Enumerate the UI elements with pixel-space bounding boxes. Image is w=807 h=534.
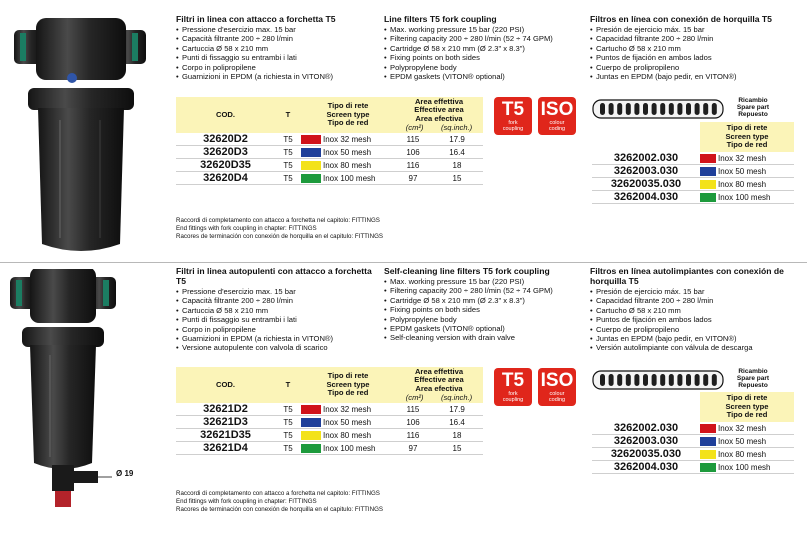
description-spanish xyxy=(590,14,804,81)
bullet: • Guarnizioni in EPDM (a richiesta in VITON®) xyxy=(176,72,376,81)
area-sq: 15 xyxy=(431,172,483,185)
cartridge-ridge xyxy=(626,374,631,386)
note-line: End fittings with fork coupling in chapter: FITTINGS xyxy=(176,225,317,233)
coupling-type: T5 xyxy=(275,442,301,455)
badge-subtext: coupling xyxy=(502,397,524,403)
table-row xyxy=(592,422,794,435)
spare-code: 3262003.030 xyxy=(592,435,700,448)
mesh-type: Inox 32 mesh xyxy=(716,152,794,165)
table-header-row xyxy=(592,392,794,422)
badge-subtext: coupling xyxy=(502,126,524,132)
spare-label-line: Spare part xyxy=(736,104,770,111)
spare-label-line: Ricambio xyxy=(738,368,768,375)
header-line: Screen type xyxy=(326,379,370,389)
spare-code: 3262002.030 xyxy=(592,422,700,435)
header-empty xyxy=(592,122,700,152)
bullet: • Presión de ejercicio máx. 15 bar xyxy=(590,25,804,34)
header-line: Tipo de red xyxy=(726,410,768,420)
header-effective-area xyxy=(395,97,483,133)
table-row xyxy=(592,191,794,204)
mesh-type: Inox 50 mesh xyxy=(716,435,794,448)
header-line: Effective area xyxy=(414,375,464,385)
header-cod: COD. xyxy=(176,367,275,403)
title-english: Self-cleaning line filters T5 fork coupling xyxy=(384,266,550,276)
bullet: • Punti di fissaggio su entrambi i lati xyxy=(176,53,376,62)
mesh-type: Inox 32 mesh xyxy=(321,403,395,416)
bullet: • Presión de ejercicio máx. 15 bar xyxy=(590,287,804,296)
bullet: • Guarnizioni in EPDM (a richiesta in VITON®) xyxy=(176,334,376,343)
area-sq: 17.9 xyxy=(431,403,483,416)
table-row xyxy=(176,416,483,429)
cartridge-ridge xyxy=(626,103,631,115)
note-line: End fittings with fork coupling in chapter: FITTINGS xyxy=(176,498,317,506)
cartridge-ridge xyxy=(634,374,639,386)
product-code: 32620D2 xyxy=(176,133,275,146)
coupling-type: T5 xyxy=(275,172,301,185)
coupling-type: T5 xyxy=(275,159,301,172)
bullet: • Capacità filtrante 200 ÷ 280 l/min xyxy=(176,296,376,305)
area-cm: 97 xyxy=(395,172,431,185)
table-row xyxy=(592,165,794,178)
cartridge-ridge xyxy=(686,103,691,115)
cartridge-ridge xyxy=(617,374,622,386)
mesh-type: Inox 32 mesh xyxy=(716,422,794,435)
cartridge-ridge xyxy=(677,374,682,386)
header-effective-area xyxy=(395,367,483,403)
bullet: • Cartucho Ø 58 x 210 mm xyxy=(590,44,804,53)
bullet: • EPDM gaskets (VITON® optional) xyxy=(384,324,589,333)
table-row xyxy=(176,442,483,455)
badge-subtext: colour xyxy=(549,391,565,397)
product-code: 32621D35 xyxy=(176,429,275,442)
bullet: • Capacità filtrante 200 ÷ 280 l/min xyxy=(176,34,376,43)
bullet: • Cartridge Ø 58 x 210 mm (Ø 2.3" x 8.3") xyxy=(384,296,589,305)
color-swatch xyxy=(301,172,321,185)
note-line: Racores de terminación con conexión de horquilla en el capitulo: FITTINGS xyxy=(176,233,384,241)
badge-text: ISO xyxy=(540,99,574,120)
cartridge-ridge xyxy=(712,374,717,386)
color-swatch xyxy=(700,152,716,165)
bullet: • Corpo in polipropilene xyxy=(176,63,376,72)
color-swatch xyxy=(301,429,321,442)
product-code: 32620D35 xyxy=(176,159,275,172)
header-line: Effective area xyxy=(414,105,464,115)
header-empty xyxy=(592,392,700,422)
header-screen-type xyxy=(301,97,395,133)
table-header-row xyxy=(592,122,794,152)
product-section-self-cleaning-filters xyxy=(0,266,807,531)
spare-label-line: Repuesto xyxy=(738,382,768,389)
bullet: • Cuerpo de prolipropileno xyxy=(590,325,804,334)
table-row xyxy=(592,178,794,191)
cartridge-ridge xyxy=(609,103,614,115)
badge-subtext: coding xyxy=(548,397,566,403)
description-english xyxy=(384,266,589,343)
cartridge-ridge xyxy=(643,374,648,386)
header-unit-sq: (sq.inch.) xyxy=(440,122,473,132)
cartridge-ridge xyxy=(703,103,708,115)
fittings-notes xyxy=(176,217,383,242)
mesh-type: Inox 80 mesh xyxy=(321,429,395,442)
badge-text: T5 xyxy=(501,370,525,391)
spare-part-table xyxy=(592,122,794,204)
color-swatch xyxy=(700,165,716,178)
header-screen-type xyxy=(700,122,794,152)
bullet: • EPDM gaskets (VITON® optional) xyxy=(384,72,589,81)
area-cm: 115 xyxy=(395,133,431,146)
table-row xyxy=(176,403,483,416)
spare-label-line: Repuesto xyxy=(738,111,768,118)
spare-part-label xyxy=(730,368,776,389)
title-italian: Filtri in linea autopulenti con attacco a forchetta T5 xyxy=(176,266,372,286)
color-swatch xyxy=(700,448,716,461)
bullet: • Pressione d'esercizio max. 15 bar xyxy=(176,25,376,34)
color-swatch xyxy=(700,435,716,448)
cartridge-ridge xyxy=(695,103,700,115)
mesh-type: Inox 50 mesh xyxy=(321,416,395,429)
section-divider xyxy=(0,262,807,263)
bullet: • Max. working pressure 15 bar (220 PSI) xyxy=(384,277,589,286)
color-swatch xyxy=(700,178,716,191)
header-screen-type xyxy=(301,367,395,403)
bullet: • Capacidad filtrante 200 ÷ 280 l/min xyxy=(590,296,804,305)
bullet: • Cartucho Ø 58 x 210 mm xyxy=(590,306,804,315)
product-code: 32620D4 xyxy=(176,172,275,185)
spare-code: 3262003.030 xyxy=(592,165,700,178)
header-unit-cm: (cm²) xyxy=(405,122,424,132)
mesh-type: Inox 100 mesh xyxy=(716,461,794,474)
bullet: • Corpo in polipropilene xyxy=(176,325,376,334)
color-swatch xyxy=(700,191,716,204)
header-line: Tipo di rete xyxy=(327,371,369,381)
header-unit-sq: (sq.inch.) xyxy=(440,392,473,402)
note-line: Raccordi di completamento con attacco a forchetta nel capitolo: FITTINGS xyxy=(176,217,380,224)
color-swatch xyxy=(700,422,716,435)
bullet: • Cartridge Ø 58 x 210 mm (Ø 2.3" x 8.3") xyxy=(384,44,589,53)
table-row xyxy=(176,429,483,442)
description-italian xyxy=(176,14,376,81)
mesh-type: Inox 32 mesh xyxy=(321,133,395,146)
area-sq: 16.4 xyxy=(431,146,483,159)
header-line: Tipo de red xyxy=(726,140,768,150)
header-t: T xyxy=(275,367,301,403)
table-row xyxy=(176,146,483,159)
area-sq: 17.9 xyxy=(431,133,483,146)
spare-part-table xyxy=(592,392,794,474)
product-code: 32620D3 xyxy=(176,146,275,159)
cartridge-ridge xyxy=(617,103,622,115)
badge-subtext: fork xyxy=(508,120,518,126)
cartridge-ridge xyxy=(652,374,657,386)
spare-code: 32620035.030 xyxy=(592,178,700,191)
bullet: • Max. working pressure 15 bar (220 PSI) xyxy=(384,25,589,34)
bullet: • Fixing points on both sides xyxy=(384,305,589,314)
coupling-type: T5 xyxy=(275,133,301,146)
spare-code: 3262002.030 xyxy=(592,152,700,165)
mesh-type: Inox 100 mesh xyxy=(321,172,395,185)
table-row xyxy=(592,152,794,165)
iso-colour-coding-badge xyxy=(538,368,576,406)
cartridge-ridge xyxy=(695,374,700,386)
product-codes-table xyxy=(176,97,483,185)
mesh-type: Inox 100 mesh xyxy=(321,442,395,455)
header-line: Tipo di rete xyxy=(726,393,768,403)
header-line: Screen type xyxy=(326,109,370,119)
color-swatch xyxy=(301,146,321,159)
header-line: Screen type xyxy=(725,401,769,411)
header-line: Area effettiva xyxy=(414,96,464,106)
color-swatch xyxy=(301,159,321,172)
title-spanish: Filtros en línea con conexión de horquilla T5 xyxy=(590,14,772,24)
bullet: • Puntos de fijación en ambos lados xyxy=(590,53,804,62)
cartridge-ridge xyxy=(712,103,717,115)
cartridge-ridge xyxy=(660,103,665,115)
cartridge-ridge xyxy=(643,103,648,115)
area-sq: 18 xyxy=(431,429,483,442)
badge-text: T5 xyxy=(501,99,525,120)
spare-label-line: Ricambio xyxy=(738,97,768,104)
bullet: • Self-cleaning version with drain valve xyxy=(384,333,589,342)
badge-subtext: colour xyxy=(549,120,565,126)
title-english: Line filters T5 fork coupling xyxy=(384,14,497,24)
cartridge-ridge xyxy=(652,103,657,115)
coupling-type: T5 xyxy=(275,429,301,442)
color-swatch xyxy=(301,403,321,416)
badge-subtext: coding xyxy=(548,126,566,132)
bullet: • Juntas en EPDM (bajo pedir, en VITON®) xyxy=(590,334,804,343)
spare-label-line: Spare part xyxy=(736,375,770,382)
product-code: 32621D4 xyxy=(176,442,275,455)
product-code: 32621D3 xyxy=(176,416,275,429)
bullet: • Fixing points on both sides xyxy=(384,53,589,62)
bullet: • Cartuccia Ø 58 x 210 mm xyxy=(176,44,376,53)
table-row xyxy=(592,435,794,448)
description-english xyxy=(384,14,589,81)
bullet: • Versione autopulente con valvola di scarico xyxy=(176,343,376,352)
iso-colour-coding-badge xyxy=(538,97,576,135)
bullet: • Polypropylene body xyxy=(384,63,589,72)
area-cm: 116 xyxy=(395,429,431,442)
bullet: • Puntos de fijación en ambos lados xyxy=(590,315,804,324)
bullet: • Cartuccia Ø 58 x 210 mm xyxy=(176,306,376,315)
table-row xyxy=(176,172,483,185)
spare-code: 3262004.030 xyxy=(592,461,700,474)
header-t: T xyxy=(275,97,301,133)
header-line: Area efectiva xyxy=(415,384,463,393)
bullet: • Filtering capacity 200 ÷ 280 l/min (52 ÷ 74 GPM) xyxy=(384,286,589,295)
header-line: Screen type xyxy=(725,131,769,141)
note-line: Raccordi di completamento con attacco a forchetta nel capitolo: FITTINGS xyxy=(176,490,380,497)
bullet: • Juntas en EPDM (bajo pedir, en VITON®) xyxy=(590,72,804,81)
product-section-fork-filters xyxy=(0,0,807,262)
cartridge-ridge xyxy=(703,374,708,386)
t5-fork-coupling-badge xyxy=(494,97,532,135)
table-header-row xyxy=(176,97,483,133)
color-swatch xyxy=(700,461,716,474)
area-cm: 116 xyxy=(395,159,431,172)
header-line: Tipo de red xyxy=(327,118,369,128)
drain-diameter-label: Ø 19 xyxy=(116,469,134,478)
bullet: • Pressione d'esercizio max. 15 bar xyxy=(176,287,376,296)
bullet: • Capacidad filtrante 200 ÷ 280 l/min xyxy=(590,34,804,43)
color-swatch xyxy=(301,442,321,455)
bullet: • Filtering capacity 200 ÷ 280 l/min (52 ÷ 74 GPM) xyxy=(384,34,589,43)
area-cm: 97 xyxy=(395,442,431,455)
table-row xyxy=(176,133,483,146)
mesh-type: Inox 80 mesh xyxy=(716,448,794,461)
spare-code: 32620035.030 xyxy=(592,448,700,461)
area-cm: 106 xyxy=(395,146,431,159)
cartridge-ridge xyxy=(600,103,605,115)
header-screen-type xyxy=(700,392,794,422)
coupling-type: T5 xyxy=(275,416,301,429)
badge-text: ISO xyxy=(540,370,574,391)
badge-subtext: fork xyxy=(508,391,518,397)
area-sq: 15 xyxy=(431,442,483,455)
header-line: Area effettiva xyxy=(414,366,464,376)
color-swatch xyxy=(301,133,321,146)
table-row xyxy=(592,461,794,474)
cartridge-ridge xyxy=(686,374,691,386)
spare-part-label xyxy=(730,97,776,118)
cartridge-ridge xyxy=(660,374,665,386)
cartridge-ridge xyxy=(609,374,614,386)
header-line: Tipo di rete xyxy=(726,123,768,133)
title-spanish: Filtros en línea autolimpiantes con conexión de horquilla T5 xyxy=(590,266,784,286)
bullet: • Polypropylene body xyxy=(384,315,589,324)
table-row xyxy=(592,448,794,461)
coupling-type: T5 xyxy=(275,403,301,416)
mesh-type: Inox 80 mesh xyxy=(321,159,395,172)
bullet: • Punti di fissaggio su entrambi i lati xyxy=(176,315,376,324)
cartridge-ridge xyxy=(677,103,682,115)
title-italian: Filtri in linea con attacco a forchetta T5 xyxy=(176,14,336,24)
coupling-type: T5 xyxy=(275,146,301,159)
area-cm: 106 xyxy=(395,416,431,429)
note-line: Racores de terminación con conexión de horquilla en el capitulo: FITTINGS xyxy=(176,506,384,514)
header-line: Area efectiva xyxy=(415,114,463,123)
header-unit-cm: (cm²) xyxy=(405,392,424,402)
mesh-type: Inox 100 mesh xyxy=(716,191,794,204)
table-header-row xyxy=(176,367,483,403)
bullet: • Versión autolimpiante con válvula de descarga xyxy=(590,343,804,352)
header-line: Tipo di rete xyxy=(327,101,369,111)
header-cod: COD. xyxy=(176,97,275,133)
table-row xyxy=(176,159,483,172)
mesh-type: Inox 50 mesh xyxy=(321,146,395,159)
area-sq: 18 xyxy=(431,159,483,172)
cartridge-ridge xyxy=(634,103,639,115)
cartridge-ridge xyxy=(600,374,605,386)
filter-photo xyxy=(0,0,165,262)
product-code: 32621D2 xyxy=(176,403,275,416)
t5-fork-coupling-badge xyxy=(494,368,532,406)
header-line: Tipo de red xyxy=(327,388,369,398)
bullet: • Cuerpo de prolipropileno xyxy=(590,63,804,72)
mesh-type: Inox 80 mesh xyxy=(716,178,794,191)
description-italian xyxy=(176,266,376,353)
fittings-notes xyxy=(176,490,383,515)
area-sq: 16.4 xyxy=(431,416,483,429)
color-swatch xyxy=(301,416,321,429)
self-cleaning-filter-photo xyxy=(0,269,165,531)
product-codes-table xyxy=(176,367,483,455)
area-cm: 115 xyxy=(395,403,431,416)
description-spanish xyxy=(590,266,804,353)
mesh-type: Inox 50 mesh xyxy=(716,165,794,178)
cartridge-ridge xyxy=(669,103,674,115)
cartridge-ridge xyxy=(669,374,674,386)
spare-code: 3262004.030 xyxy=(592,191,700,204)
